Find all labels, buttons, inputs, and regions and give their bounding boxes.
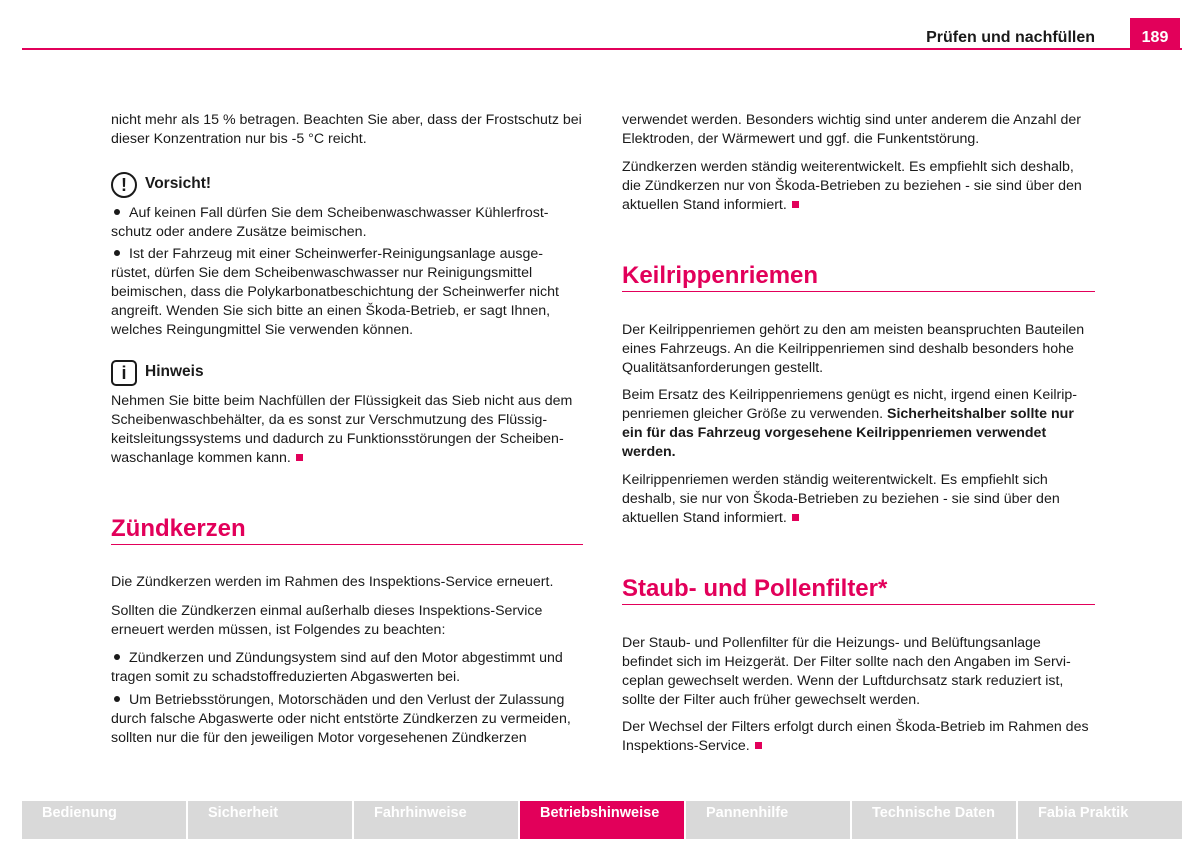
paragraph: Sollten die Zündkerzen einmal außerhalb dieses Inspektions-Service erneuert werden müssen, ist Folgendes zu beachten: — [111, 603, 543, 638]
tab-sicherheit[interactable]: Sicherheit — [188, 801, 352, 839]
intro-paragraph: nicht mehr als 15 % betragen. Beachten Sie aber, dass der Frostschutz bei dieser Konzentration nur bis -5 °C reicht. — [111, 112, 582, 147]
list-item: Auf keinen Fall dürfen Sie dem Scheibenwaschwasser Kühlerfrost- schutz oder andere Zusätze beimischen. — [111, 205, 549, 240]
paragraph: Die Zündkerzen werden im Rahmen des Inspektions-Service erneuert. — [111, 574, 554, 590]
section-title-pollenfilter: Staub- und Pollenfilter* — [622, 579, 1095, 605]
paragraph: verwendet werden. Besonders wichtig sind unter anderem die Anzahl der Elektroden, der Wärmewert und ggf. die Funkentstörung. — [622, 112, 1081, 147]
section-end-mark — [792, 201, 799, 208]
section-title-keilrippenriemen: Keilrippenriemen — [622, 266, 1095, 292]
tab-bedienung[interactable]: Bedienung — [22, 801, 186, 839]
section-end-mark — [792, 514, 799, 521]
bullet-icon — [114, 209, 120, 215]
header-rule — [22, 48, 1182, 50]
emphasis-text: Sicherheitshalber sollte nur ein für das Fahrzeug vorgesehene Keilrippenriemen verwendet werden. — [622, 406, 1074, 460]
bullet-icon — [114, 654, 120, 660]
bullet-icon — [114, 696, 120, 702]
tab-pannenhilfe[interactable]: Pannenhilfe — [686, 801, 850, 839]
section-end-mark — [755, 742, 762, 749]
list-item: Zündkerzen und Zündungsystem sind auf den Motor abgestimmt und tragen somit zu schadstoffreduzierten Abgaswerten bei. — [111, 650, 563, 685]
page-number: 189 — [1130, 18, 1180, 50]
hinweis-label: Hinweis — [145, 363, 204, 380]
section-end-mark — [296, 454, 303, 461]
tab-fabia-praktik[interactable]: Fabia Praktik — [1018, 801, 1182, 839]
page-header-title: Prüfen und nachfüllen — [926, 29, 1095, 46]
list-item: Um Betriebsstörungen, Motorschäden und den Verlust der Zulassung durch falsche Abgaswerte oder nicht entstörte Zündkerzen zu vermeiden, sollten nur die für den jeweiligen Motor vorgesehenen Zündkerzen — [111, 692, 571, 746]
hinweis-heading — [111, 360, 204, 386]
list-item: Ist der Fahrzeug mit einer Scheinwerfer-Reinigungsanlage ausge- rüstet, dürfen Sie dem Scheibenwaschwasser nur Reinigungsmittel beimischen, dass die Polykarbonatbeschichtung der Scheinwerfer nicht angreift. Wenden Sie sich bitte an einen Škoda-Betrieb, er sagt Ihnen, welches Reingungmittel Sie verwenden können. — [111, 246, 559, 338]
paragraph: Der Keilrippenriemen gehört zu den am meisten beanspruchten Bauteilen eines Fahrzeugs. An die Keilrippenriemen sind deshalb besonders hohe Qualitätsanforderungen gestellt. — [622, 322, 1085, 376]
paragraph: Beim Ersatz des Keilrippenriemens genügt es nicht, irgend einen Keilrip- penriemen gleicher Größe zu verwenden. Sicherheitshalber sollte nur ein für das Fahrzeug vorgesehene Keilrippenriemen verwendet werden. — [622, 387, 1078, 460]
tab-technische-daten[interactable]: Technische Daten — [852, 801, 1016, 839]
footer-nav — [22, 801, 1182, 839]
paragraph: Der Wechsel der Filters erfolgt durch einen Škoda-Betrieb im Rahmen des Inspektions-Service. — [622, 719, 1089, 754]
tab-betriebshinweise[interactable]: Betriebshinweise — [520, 801, 684, 839]
section-title-zuendkerzen: Zündkerzen — [111, 519, 583, 545]
bullet-icon — [114, 250, 120, 256]
paragraph: Zündkerzen werden ständig weiterentwickelt. Es empfiehlt sich deshalb, die Zündkerzen nur von Škoda-Betrieben zu beziehen - sie sind über den aktuellen Stand informiert. — [622, 159, 1082, 213]
vorsicht-heading — [111, 172, 211, 198]
hinweis-paragraph: Nehmen Sie bitte beim Nachfüllen der Flüssigkeit das Sieb nicht aus dem Scheibenwaschbehälter, da es sonst zur Verschmutzung des Flüssig- keitsleitungssystems und dadurch zu Funktionsstörungen der Scheiben- waschanlage kommen kann. — [111, 393, 573, 466]
paragraph: Der Staub- und Pollenfilter für die Heizungs- und Belüftungsanlage befindet sich im Heizgerät. Der Filter sollte nach den Angaben im Servi- ceplan gewechselt werden. Wenn der Luftdurchsatz stark reduziert ist, sollte der Filter auch früher gewechselt werden. — [622, 635, 1071, 708]
tab-fahrhinweise[interactable]: Fahrhinweise — [354, 801, 518, 839]
warning-icon: ! — [111, 172, 137, 198]
info-icon: i — [111, 360, 137, 386]
vorsicht-label: Vorsicht! — [145, 175, 212, 192]
paragraph: Keilrippenriemen werden ständig weiterentwickelt. Es empfiehlt sich deshalb, sie nur von Škoda-Betrieben zu beziehen - sie sind über den aktuellen Stand informiert. — [622, 472, 1060, 526]
